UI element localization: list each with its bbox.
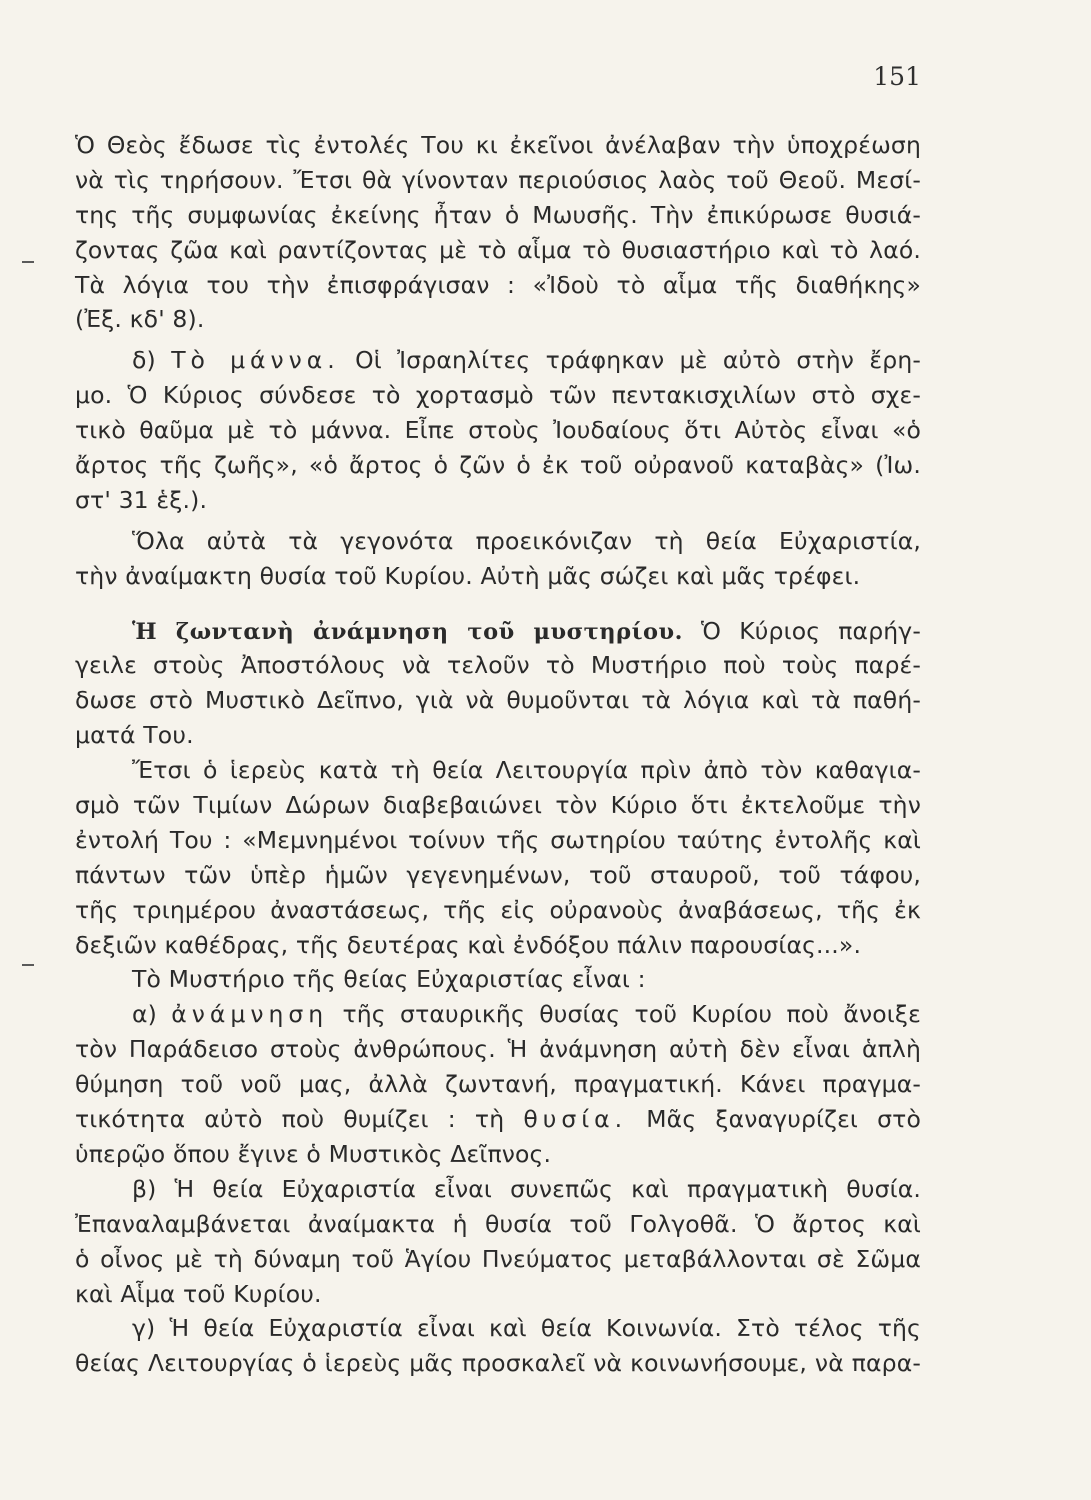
text-line: ἐντολή Του : «Μεμνημένοι τοίνυν τῆς σωτηρίου ταύτης ἐντολῆς καὶ: [75, 825, 921, 854]
text-line: ζοντας ζῶα καὶ ραντίζοντας μὲ τὸ αἷμα τὸ θυσιαστήριο καὶ τὸ λαό.: [75, 235, 921, 264]
text-line: ἄρτος τῆς ζωῆς», «ὁ ἄρτος ὁ ζῶν ὁ ἐκ τοῦ οὐρανοῦ καταβὰς» (Ἰω.: [75, 451, 921, 480]
item-marker: α): [132, 1000, 172, 1029]
item-text: Ὁ Κύριος παρήγ-: [682, 616, 921, 645]
text-line: μο. Ὁ Κύριος σύνδεσε τὸ χορτασμὸ τῶν πεντακισχιλίων στὸ σχε-: [75, 381, 921, 410]
text-line: (Ἐξ. κδ' 8).: [75, 305, 205, 334]
text-line: νὰ τὶς τηρήσουν. Ἔτσι θὰ γίνονταν περιούσιος λαὸς τοῦ Θεοῦ. Μεσί-: [75, 165, 921, 194]
text-line: πάντων τῶν ὑπὲρ ἡμῶν γεγενημένων, τοῦ σταυροῦ, τοῦ τάφου,: [75, 860, 921, 889]
text-line: Ὁ Θεὸς ἔδωσε τὶς ἐντολές Του κι ἐκεῖνοι ἀνέλαβαν τὴν ὑποχρέωση: [75, 131, 921, 159]
item-text: τῆς σταυρικῆς θυσίας τοῦ Κυρίου ποὺ ἄνοιξε: [328, 1000, 921, 1029]
text-line: Ὅλα αὐτὰ τὰ γεγονότα προεικόνιζαν τὴ θεία Εὐχαριστία,: [132, 526, 921, 555]
text-line: γειλε στοὺς Ἀποστόλους νὰ τελοῦν τὸ Μυστήριο ποὺ τοὺς παρέ-: [75, 651, 921, 680]
text-line: τὴν ἀναίμακτη θυσία τοῦ Κυρίου. Αὐτὴ μᾶς σώζει καὶ μᾶς τρέφει.: [75, 561, 861, 590]
margin-mark: [22, 964, 34, 966]
item-text: Μᾶς ξαναγυρίζει στὸ: [627, 1105, 921, 1134]
text-line: ὑπερῷο ὅπου ἔγινε ὁ Μυστικὸς Δεῖπνος.: [75, 1139, 552, 1168]
item-term: Τὸ μάννα.: [171, 346, 340, 375]
text-line: δωσε στὸ Μυστικὸ Δεῖπνο, γιὰ νὰ θυμοῦνται τὰ λόγια καὶ τὰ παθή-: [75, 686, 921, 715]
body-text: [75, 128, 921, 1381]
text-line: Ἐπαναλαμβάνεται ἀναίμακτα ἡ θυσία τοῦ Γολγοθᾶ. Ὁ ἄρτος καὶ: [75, 1209, 921, 1238]
item-term: θυσία.: [523, 1105, 628, 1134]
item-text: Οἱ Ἰσραηλίτες τράφηκαν μὲ αὐτὸ στὴν ἔρη-: [339, 346, 922, 375]
item-term: ἀνάμνηση: [171, 1000, 329, 1029]
text-line: τικὸ θαῦμα μὲ τὸ μάννα. Εἶπε στοὺς Ἰουδαίους ὅτι Αὐτὸς εἶναι «ὁ: [75, 416, 921, 445]
section-heading: Ἡ ζωντανὴ ἀνάμνηση τοῦ μυστηρίου.: [132, 618, 683, 645]
section-gap: [75, 594, 921, 614]
text-line: β) Ἡ θεία Εὐχαριστία εἶναι συνεπῶς καὶ πραγματικὴ θυσία.: [132, 1174, 921, 1203]
item-text: τικότητα αὐτὸ ποὺ θυμίζει : τὴ: [75, 1105, 524, 1134]
text-line: ματά Του.: [75, 721, 194, 750]
text-line: της τῆς συμφωνίας ἐκείνης ἦταν ὁ Μωυσῆς. Τὴν ἐπικύρωσε θυσιά-: [75, 200, 921, 229]
text-line: [75, 614, 921, 649]
text-line: θείας Λειτουργίας ὁ ἱερεὺς μᾶς προσκαλεῖ νὰ κοινωνήσουμε, νὰ παρα-: [75, 1349, 921, 1378]
text-line: τῆς τριημέρου ἀναστάσεως, τῆς εἰς οὐρανοὺς ἀναβάσεως, τῆς ἐκ: [75, 895, 921, 924]
text-line: στ' 31 ἑξ.).: [75, 485, 208, 514]
text-line: δεξιῶν καθέδρας, τῆς δευτέρας καὶ ἐνδόξου πάλιν παρουσίας...».: [75, 930, 862, 959]
text-line: Τὰ λόγια του τὴν ἐπισφράγισαν : «Ἰδοὺ τὸ αἷμα τῆς διαθήκης»: [75, 270, 921, 299]
text-line: Ἔτσι ὁ ἱερεὺς κατὰ τὴ θεία Λειτουργία πρὶν ἀπὸ τὸν καθαγια-: [132, 756, 921, 785]
text-line: σμὸ τῶν Τιμίων Δώρων διαβεβαιώνει τὸν Κύριο ὅτι ἐκτελοῦμε τὴν: [75, 791, 921, 820]
text-line: Τὸ Μυστήριο τῆς θείας Εὐχαριστίας εἶναι :: [132, 965, 646, 994]
text-line: [75, 1102, 921, 1137]
page-number: 151: [873, 62, 921, 91]
text-line: [75, 997, 921, 1032]
margin-mark: [22, 261, 34, 263]
text-line: ὁ οἶνος μὲ τὴ δύναμη τοῦ Ἁγίου Πνεύματος μεταβάλλονται σὲ Σῶμα: [75, 1244, 921, 1273]
text-line: γ) Ἡ θεία Εὐχαριστία εἶναι καὶ θεία Κοινωνία. Στὸ τέλος τῆς: [132, 1314, 921, 1343]
text-line: [75, 343, 921, 378]
text-line: καὶ Αἷμα τοῦ Κυρίου.: [75, 1279, 322, 1308]
item-marker: δ): [132, 346, 172, 375]
text-line: τὸν Παράδεισο στοὺς ἀνθρώπους. Ἡ ἀνάμνηση αὐτὴ δὲν εἶναι ἁπλὴ: [75, 1035, 921, 1064]
text-line: θύμηση τοῦ νοῦ μας, ἀλλὰ ζωντανή, πραγματική. Κάνει πραγμα-: [75, 1070, 921, 1099]
